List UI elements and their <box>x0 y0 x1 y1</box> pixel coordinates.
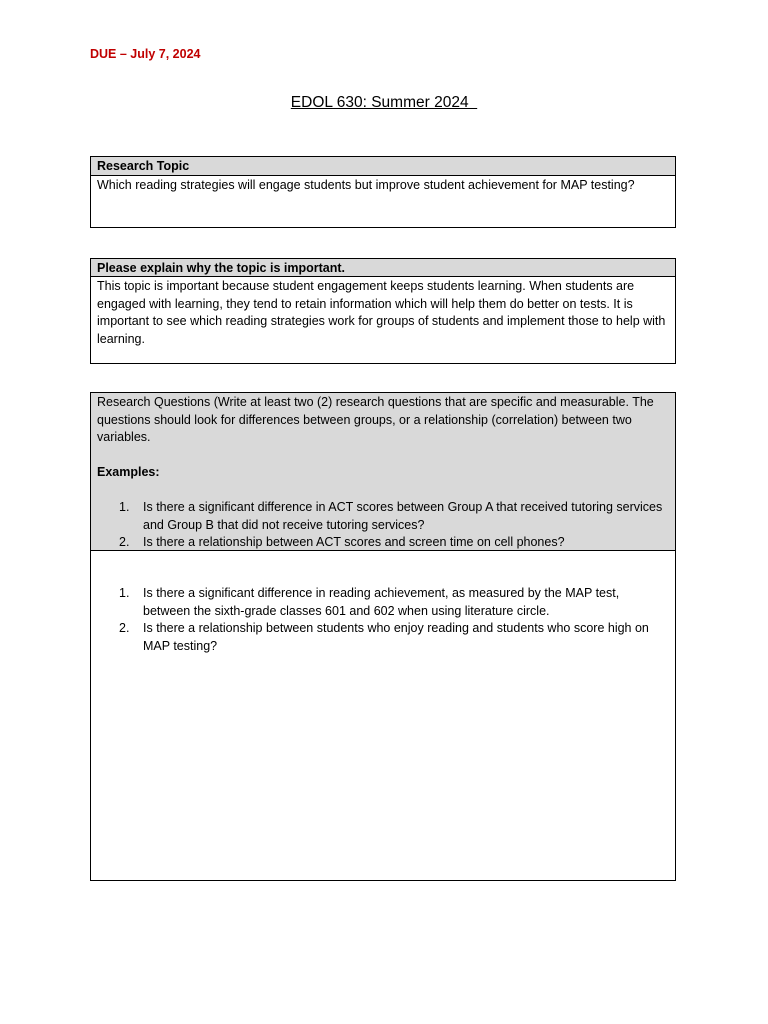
examples-list <box>97 499 669 552</box>
list-item <box>97 499 669 534</box>
list-item-text: Is there a significant difference in reading achievement, as measured by the MAP test, between the sixth-grade classes 601 and 602 when using literature circle. <box>143 586 620 618</box>
list-item-text: Is there a relationship between students who enjoy reading and students who score high on MAP testing? <box>143 621 649 653</box>
list-item-number: 1. <box>119 586 130 600</box>
page-title: EDOL 630: Summer 2024 <box>290 94 478 111</box>
answers-list <box>97 585 669 655</box>
list-item-number: 2. <box>119 621 130 635</box>
research-topic-header: Research Topic <box>91 157 675 176</box>
list-item <box>97 620 669 655</box>
examples-label: Examples: <box>97 464 160 479</box>
importance-text: This topic is important because student engagement keeps students learning. When students are engaged with learning, they tend to retain information which will help them do better on tests. It is important to see which reading strategies work for groups of students and implement those to help with learning. <box>97 279 666 346</box>
list-item-text: Is there a relationship between ACT scores and screen time on cell phones? <box>143 535 565 549</box>
list-item-number: 2. <box>119 535 130 549</box>
research-questions-answers <box>91 551 675 655</box>
importance-header: Please explain why the topic is important. <box>91 259 675 277</box>
due-date: DUE – July 7, 2024 <box>90 47 201 61</box>
research-topic-text: Which reading strategies will engage students but improve student achievement for MAP testing? <box>97 178 635 192</box>
list-item <box>97 534 669 552</box>
research-questions-header <box>91 393 675 551</box>
research-questions-instructions: Research Questions (Write at least two (2) research questions that are specific and measurable. The questions should look for differences between groups, or a relationship (correlation) between two variables. <box>97 395 654 444</box>
research-topic-table <box>90 156 676 228</box>
list-item-number: 1. <box>119 500 130 514</box>
list-item <box>97 585 669 620</box>
importance-table <box>90 258 676 364</box>
list-item-text: Is there a significant difference in ACT scores between Group A that received tutoring services and Group B that did not receive tutoring services? <box>143 500 663 532</box>
research-questions-table <box>90 392 676 881</box>
